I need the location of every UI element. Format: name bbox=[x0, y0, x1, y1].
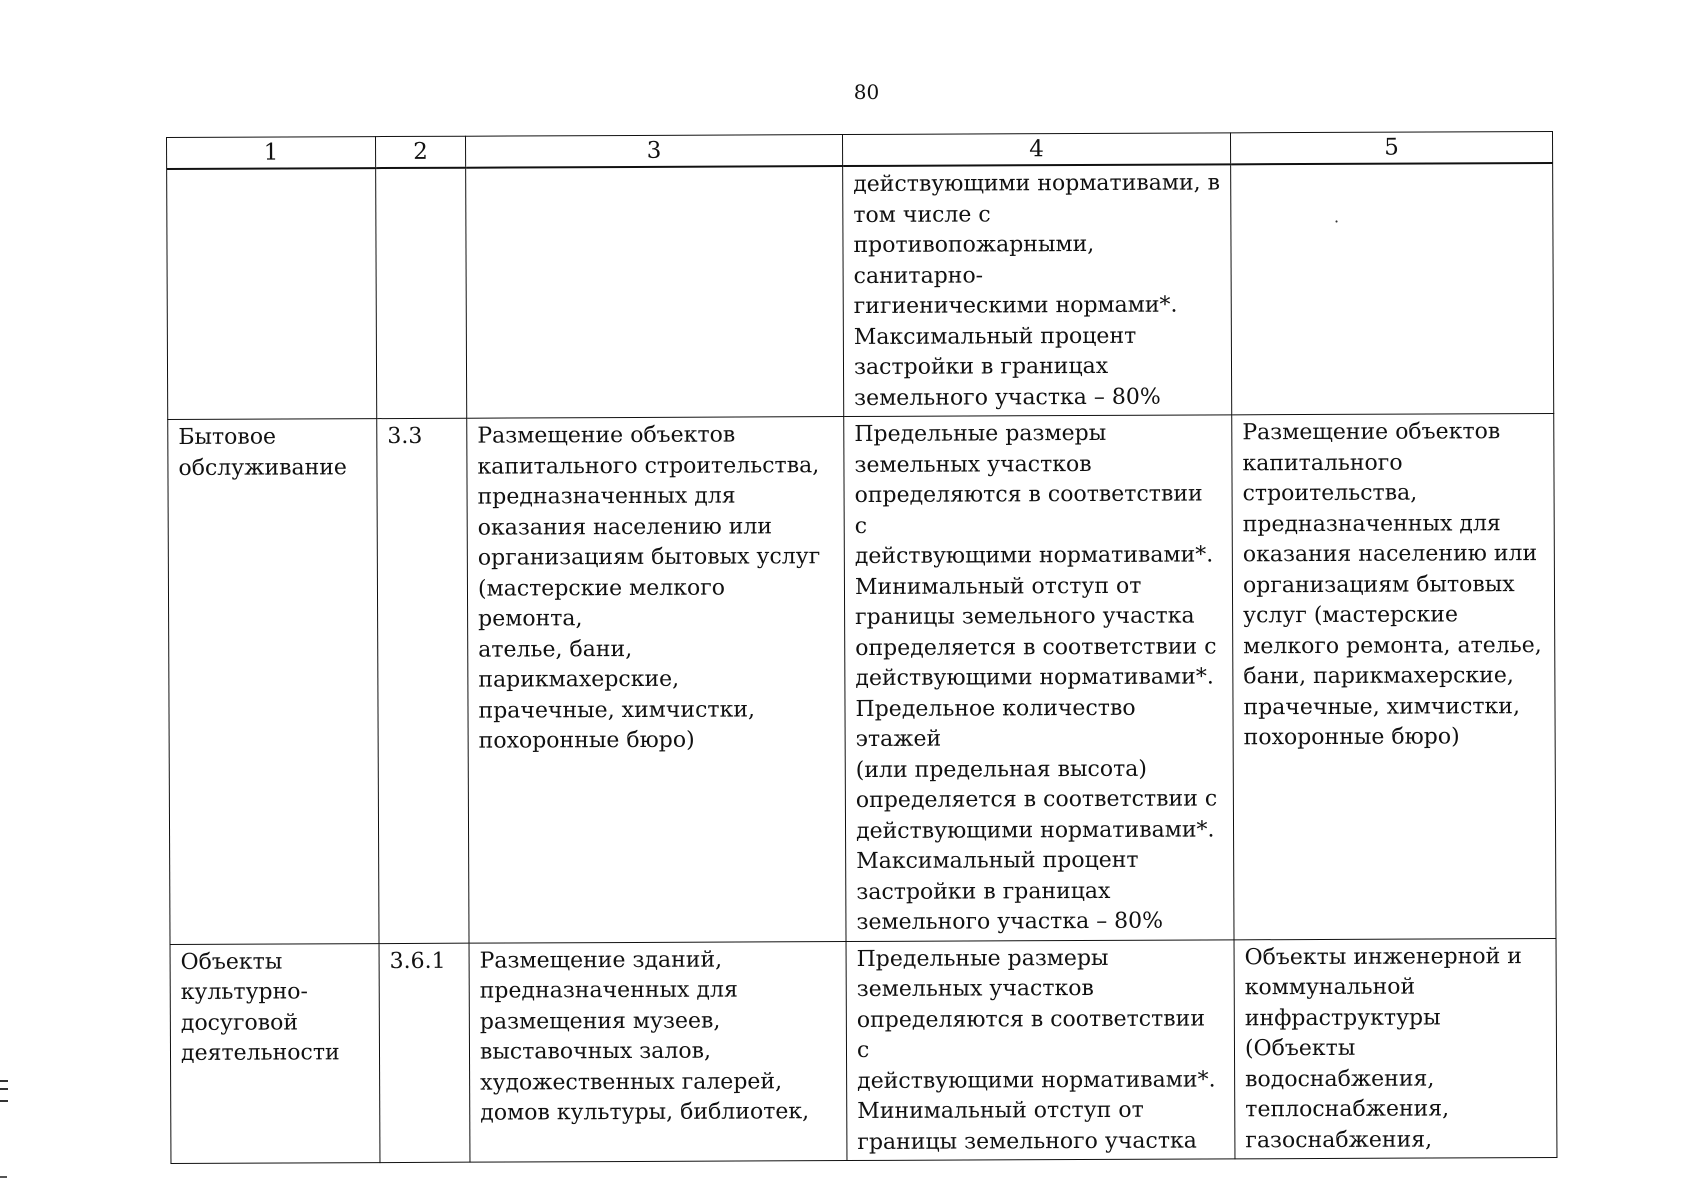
permitted-objects-cell: Объекты инженерной и коммунальной инфраструктуры (Объекты водоснабжения, теплоснабжения, газоснабжения, bbox=[1234, 938, 1557, 1159]
land-use-name-cell bbox=[167, 168, 377, 419]
parameters-cell: Предельные размеры земельных участков определяются в соответствии с действующими нормативами*. Минимальный отступ от границы земельного участка bbox=[846, 939, 1235, 1160]
parameters-cell: Предельные размеры земельных участков определяются в соответствии с действующими нормативами*. Минимальный отступ от границы земельного участка определяется в соответствии с действующими нормативами*. Предельное количество этажей (или предельная высота) определяется в соответствии с действующими нормативами*. Максимальный процент застройки в границах земельного участка – 80% bbox=[844, 415, 1234, 941]
column-header: 5 bbox=[1230, 131, 1552, 164]
column-header: 1 bbox=[167, 137, 376, 169]
scan-margin-mark bbox=[0, 1080, 8, 1102]
permitted-objects-cell: Размещение объектов капитального строительства, предназначенных для оказания населению или организациям бытовых услуг (мастерские мелкого ремонта, ателье, бани, парикмахерские, прачечные, химчистки, похоронные бюро) bbox=[1232, 413, 1556, 939]
table-row bbox=[167, 163, 1554, 420]
land-use-name-cell: Бытовое обслуживание bbox=[168, 419, 379, 944]
table-row bbox=[168, 413, 1556, 944]
table-row bbox=[170, 938, 1557, 1164]
land-use-description-cell: Размещение объектов капитального строительства, предназначенных для оказания населению или организациям бытовых услуг (мастерские мелкого ремонта, ателье, бани, парикмахерские, прачечные, химчистки, похоронные бюро) bbox=[467, 417, 846, 943]
land-use-description-cell: Размещение зданий, предназначенных для размещения музеев, выставочных залов, художественных галерей, домов культуры, библиотек, bbox=[469, 941, 847, 1162]
scan-speck: · bbox=[1334, 212, 1340, 231]
land-use-code-cell bbox=[376, 168, 467, 419]
scan-margin-dash bbox=[0, 1176, 7, 1178]
permitted-objects-cell bbox=[1231, 163, 1554, 415]
land-use-code-cell: 3.3 bbox=[377, 418, 469, 943]
page-number: 80 bbox=[853, 80, 880, 104]
land-use-name-cell: Объекты культурно- досуговой деятельности bbox=[170, 943, 380, 1163]
column-header: 4 bbox=[842, 133, 1230, 166]
land-use-description-cell bbox=[466, 166, 844, 418]
column-header: 3 bbox=[465, 135, 842, 168]
parameters-cell: действующими нормативами, в том числе с противопожарными, санитарно- гигиеническими нормами*. Максимальный процент застройки в границах земельного участка – 80% bbox=[843, 164, 1232, 416]
zoning-regulations-table bbox=[166, 131, 1557, 1164]
land-use-code-cell: 3.6.1 bbox=[379, 943, 470, 1163]
column-header: 2 bbox=[376, 136, 466, 168]
